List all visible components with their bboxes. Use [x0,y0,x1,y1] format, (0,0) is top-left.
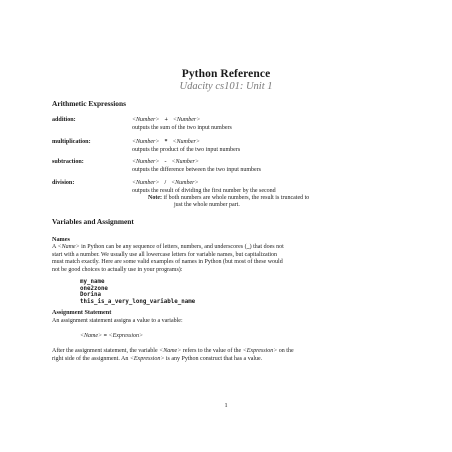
operand-right: <Number> [172,117,201,123]
operand-right: <Number> [172,139,200,145]
operand-left: <Number> [132,139,160,145]
name-placeholder: <Name> [57,244,80,250]
expression-placeholder: <Expression> [108,333,144,339]
page-number: 1 [224,402,228,409]
operand-left: <Number> [132,159,160,165]
text-run: A [52,244,58,250]
division-syntax [132,180,199,186]
division-note-continued: just the whole number part. [174,202,240,208]
text-run: in Python can be any sequence of letters, numbers, and underscores ( [79,244,247,250]
operand-left: <Number> [132,180,160,186]
names-paragraph-line-3: must match exactly. Here are some valid examples of names in Python (but most of these would [52,259,283,265]
example-name: Dorina [80,292,101,298]
section-heading-arithmetic: Arithmetic Expressions [52,99,126,108]
subtraction-description: outputs the difference between the two input numbers [132,167,262,173]
operand-right: <Number> [171,180,199,186]
operand-left: <Number> [132,117,160,123]
subheading-assignment: Assignment Statement [52,309,112,316]
section-heading-variables: Variables and Assignment [52,217,134,226]
example-name: this_is_a_very_long_variable_name [80,298,196,305]
equals-operator: = [103,333,108,339]
minus-operator: - [164,159,167,165]
subtraction-syntax [132,159,199,165]
name-placeholder: <Name> [80,333,103,339]
plus-operator: + [164,117,168,123]
text-run: on the [277,348,294,354]
assignment-intro: An assignment statement assigns a value to a variable: [52,318,183,324]
text-run: After the assignment statement, the variable [52,348,160,354]
expression-placeholder: <Expression> [242,348,278,354]
addition-description: outputs the sum of the two input numbers [132,125,232,131]
after-assignment-line-1 [52,348,294,354]
after-assignment-line-2 [52,356,262,362]
assignment-syntax [80,333,143,339]
multiplication-syntax [132,139,200,145]
text-run: ) that does not [249,244,284,250]
term-addition: addition: [52,117,76,123]
text-run: right side of the assignment. An [52,356,130,362]
document-subtitle: Udacity cs101: Unit 1 [179,81,273,92]
note-label: Note: [148,195,162,201]
example-name: my_name [80,279,105,285]
term-division: division: [52,180,75,186]
names-paragraph-line-4: not be good choices to actually use in your programs): [52,266,183,273]
expression-placeholder: <Expression> [129,356,165,362]
divide-operator: / [164,180,167,186]
names-paragraph-line-2: start with a number. We usually use all lowercase letters for variable names, but capitalization [52,251,277,258]
operand-right: <Number> [171,159,199,165]
underscore-symbol: _ [246,244,250,250]
division-note [148,195,309,201]
division-description: outputs the result of dividing the first number by the second [132,188,276,194]
example-name: one2zone [80,285,108,292]
addition-syntax [132,117,200,123]
subheading-names: Names [52,236,70,243]
text-run: refers to the value of the [181,348,243,354]
document-title: Python Reference [181,68,271,80]
multiplication-description: outputs the product of the two input numbers [132,147,241,153]
name-placeholder: <Name> [159,348,182,354]
text-run: is any Python construct that has a value. [164,356,263,362]
note-text: if both numbers are whole numbers, the result is truncated to [163,195,310,201]
times-operator: * [164,139,168,145]
term-subtraction: subtraction: [52,159,84,165]
term-multiplication: multiplication: [52,139,91,145]
names-paragraph-line-1 [52,244,284,250]
